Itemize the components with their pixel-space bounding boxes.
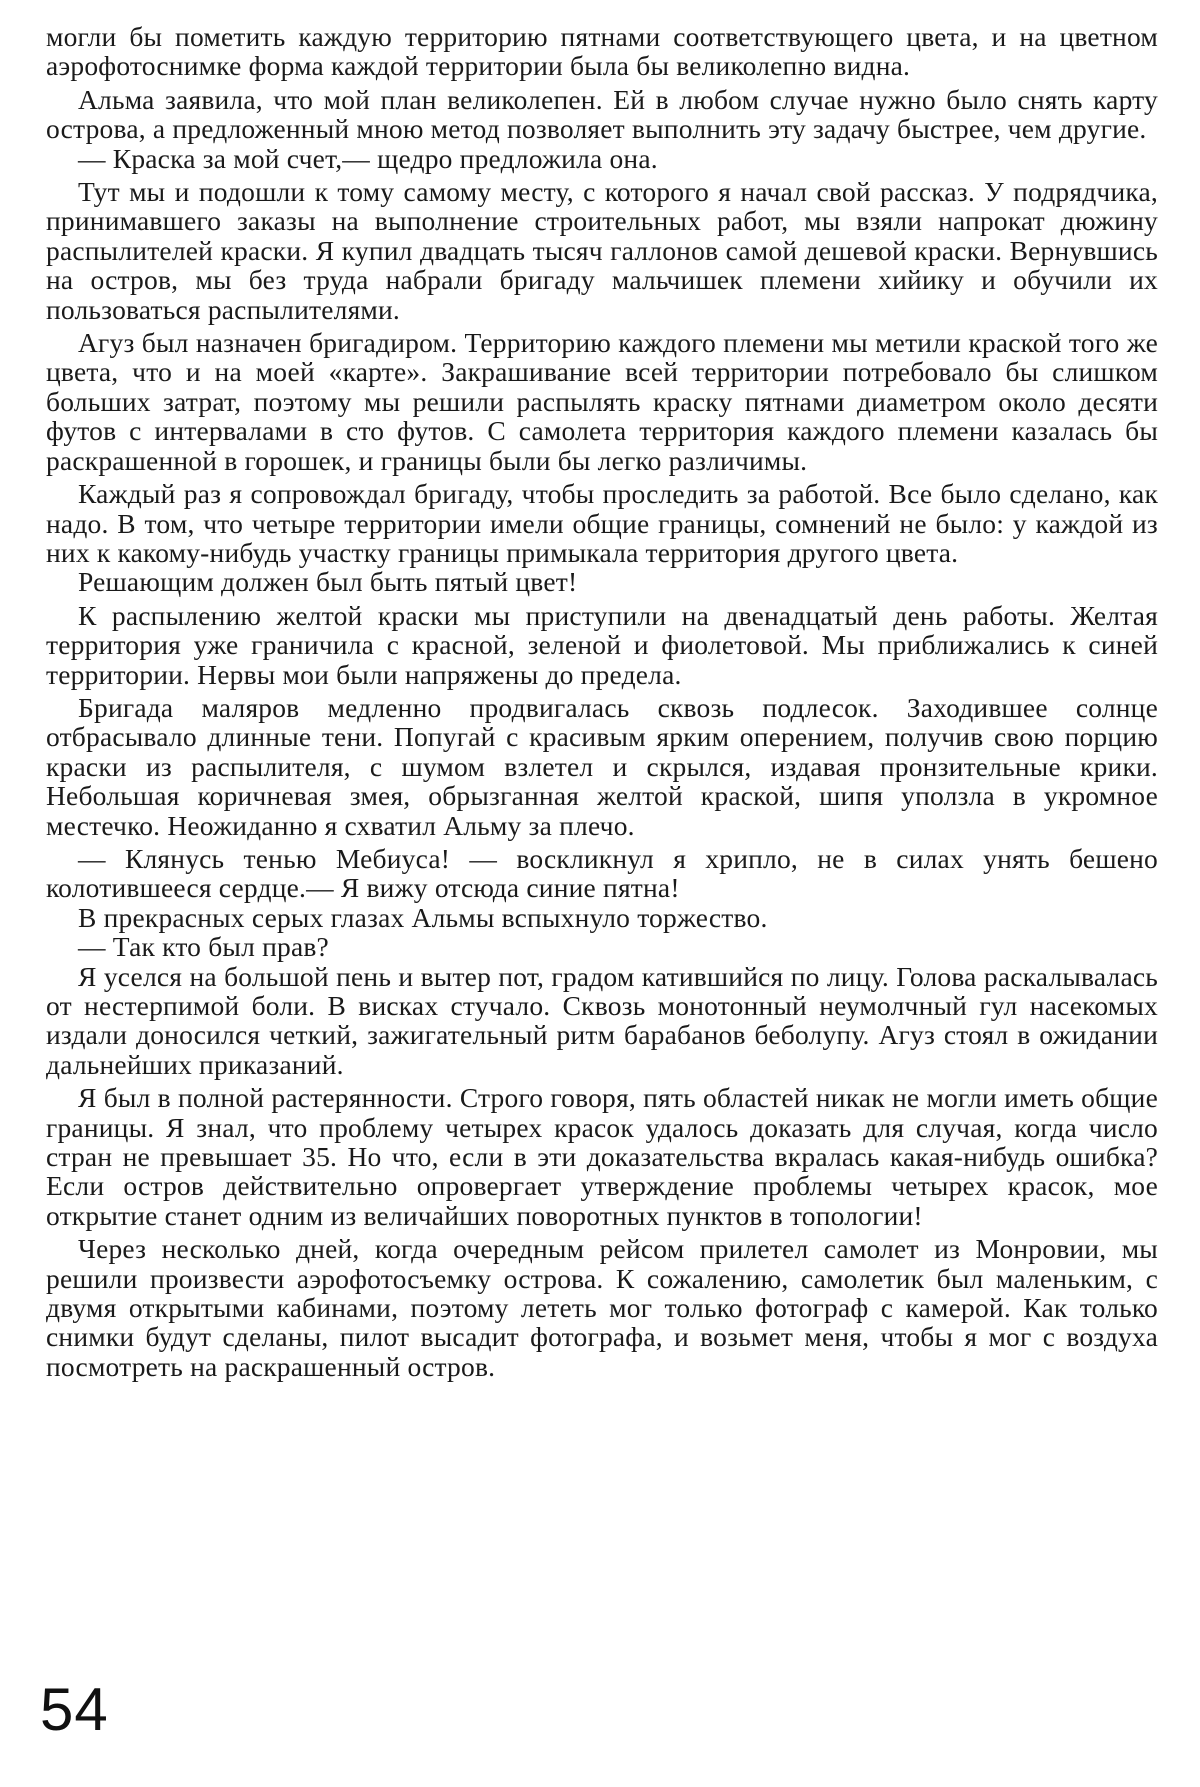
- paragraph-10: — Клянусь тенью Мебиуса! — воскликнул я хрипло, не в силах унять бешено колотившееся сердце.— Я вижу отсюда синие пятна!: [46, 842, 1158, 904]
- paragraph-4: Тут мы и подошли к тому самому месту, с которого я начал свой рассказ. У подрядчика, принимавшего заказы на выполнение строительных работ, мы взяли напрокат дюжину распылителей краски. Я купил двадцать тысяч галлонов самой дешевой краски. Вернувшись на остров, мы без труда набрали бригаду мальчишек племени хийику и обучили их пользоваться распылителями.: [46, 176, 1158, 325]
- paragraph-15: Через несколько дней, когда очередным рейсом прилетел самолет из Монровии, мы решили произвести аэрофотосъемку острова. К сожалению, самолетик был маленьким, с двумя открытыми кабинами, поэтому лететь мог только фотограф с камерой. Как только снимки будут сделаны, пилот высадит фотографа, и возьмет меня, чтобы я мог с воздуха посмотреть на раскрашенный остров.: [46, 1233, 1158, 1382]
- paragraph-1: могли бы пометить каждую территорию пятнами соответствующего цвета, и на цветном аэрофотоснимке форма каждой территории была бы великолепно видна.: [46, 21, 1158, 82]
- page-number: 54: [40, 1676, 109, 1743]
- paragraph-5: Агуз был назначен бригадиром. Территорию каждого племени мы метили краской того же цвета, что и на моей «карте». Закрашивание всей территории потребовало бы слишком больших затрат, поэтому мы решили распылять краску пятнами диаметром около десяти футов с интервалами в сто футов. С самолета территория каждого племени казалась бы раскрашенной в горошек, и границы были бы легко различимы.: [46, 327, 1158, 476]
- paragraph-12: — Так кто был прав?: [78, 931, 329, 963]
- paragraph-6: Каждый раз я сопровождал бригаду, чтобы проследить за работой. Все было сделано, как надо. В том, что четыре территории имели общие границы, сомнений не было: у каждой из них к какому-нибудь участку границы примыкала территория другого цвета.: [46, 478, 1158, 568]
- paragraph-9: Бригада маляров медленно продвигалась сквозь подлесок. Заходившее солнце отбрасывало длинные тени. Попугай с красивым ярким оперением, получив свою порцию краски из распылителя, с шумом взлетел и скрылся, издавая пронзительные крики. Небольшая коричневая змея, обрызганная желтой краской, шипя уползла в укромное местечко. Неожиданно я схватил Альму за плечо.: [46, 691, 1158, 841]
- paragraph-8: К распылению желтой краски мы приступили на двенадцатый день работы. Желтая территория уже граничила с красной, зеленой и фиолетовой. Мы приближались к синей территории. Нервы мои были напряжены до предела.: [46, 599, 1158, 690]
- paragraph-13: Я уселся на большой пень и вытер пот, градом катившийся по лицу. Голова раскалывалась от нестерпимой боли. В висках стучало. Сквозь монотонный неумолчный гул насекомых издали доносился четкий, зажигательный ритм барабанов беболупу. Агуз стоял в ожидании дальнейших приказаний.: [46, 960, 1158, 1080]
- paragraph-3: — Краска за мой счет,— щедро предложила она.: [78, 142, 658, 174]
- paragraph-7: Решающим должен был быть пятый цвет!: [78, 566, 578, 598]
- paragraph-11: В прекрасных серых глазах Альмы вспыхнуло торжество.: [78, 901, 768, 933]
- paragraph-14: Я был в полной растерянности. Строго говоря, пять областей никак не могли иметь общие границы. Я знал, что проблему четырех красок удалось доказать для случая, когда число стран не превышает 35. Но что, если в эти доказательства вкралась какая-нибудь ошибка? Если остров действительно опровергает утверждение проблемы четырех красок, мое открытие станет одним из величайших поворотных пунктов в топологии!: [46, 1082, 1158, 1231]
- paragraph-2: Альма заявила, что мой план великолепен. Ей в любом случае нужно было снять карту острова, а предложенный мною метод позволяет выполнить эту задачу быстрее, чем другие.: [46, 83, 1158, 145]
- page-text: [46, 22, 1158, 1381]
